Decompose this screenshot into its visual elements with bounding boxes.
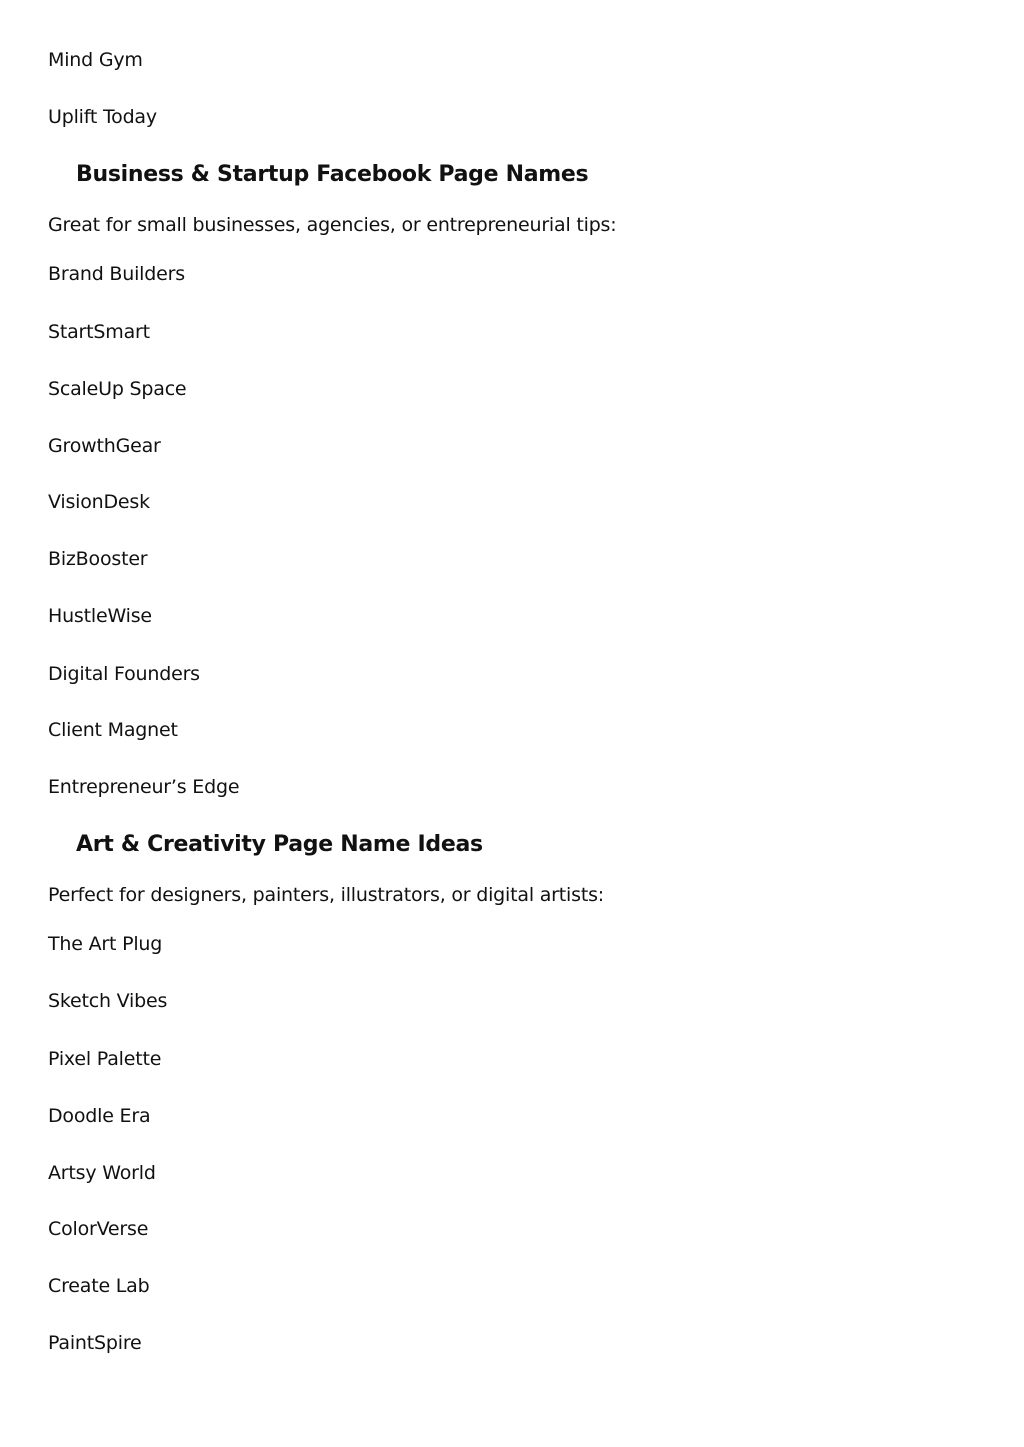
section-heading-art: Art & Creativity Page Name Ideas — [76, 832, 483, 857]
list-item: Entrepreneur’s Edge — [48, 776, 240, 798]
list-item: Mind Gym — [48, 49, 143, 71]
list-item: ScaleUp Space — [48, 378, 187, 400]
section-intro-business: Great for small businesses, agencies, or entrepreneurial tips: — [48, 214, 617, 236]
list-item: ColorVerse — [48, 1218, 149, 1240]
list-item: Pixel Palette — [48, 1048, 162, 1070]
list-item: PaintSpire — [48, 1332, 142, 1354]
list-item: HustleWise — [48, 605, 152, 627]
list-item: Client Magnet — [48, 719, 178, 741]
list-item: GrowthGear — [48, 435, 161, 457]
section-intro-art: Perfect for designers, painters, illustrators, or digital artists: — [48, 884, 604, 906]
list-item: Create Lab — [48, 1275, 150, 1297]
list-item: Sketch Vibes — [48, 990, 168, 1012]
list-item: Digital Founders — [48, 663, 200, 685]
list-item: StartSmart — [48, 321, 150, 343]
list-item: VisionDesk — [48, 491, 150, 513]
list-item: Doodle Era — [48, 1105, 151, 1127]
list-item: Uplift Today — [48, 106, 157, 128]
section-heading-business: Business & Startup Facebook Page Names — [76, 162, 589, 187]
list-item: Artsy World — [48, 1162, 156, 1184]
list-item: The Art Plug — [48, 933, 163, 955]
list-item: Brand Builders — [48, 263, 185, 285]
list-item: BizBooster — [48, 548, 148, 570]
